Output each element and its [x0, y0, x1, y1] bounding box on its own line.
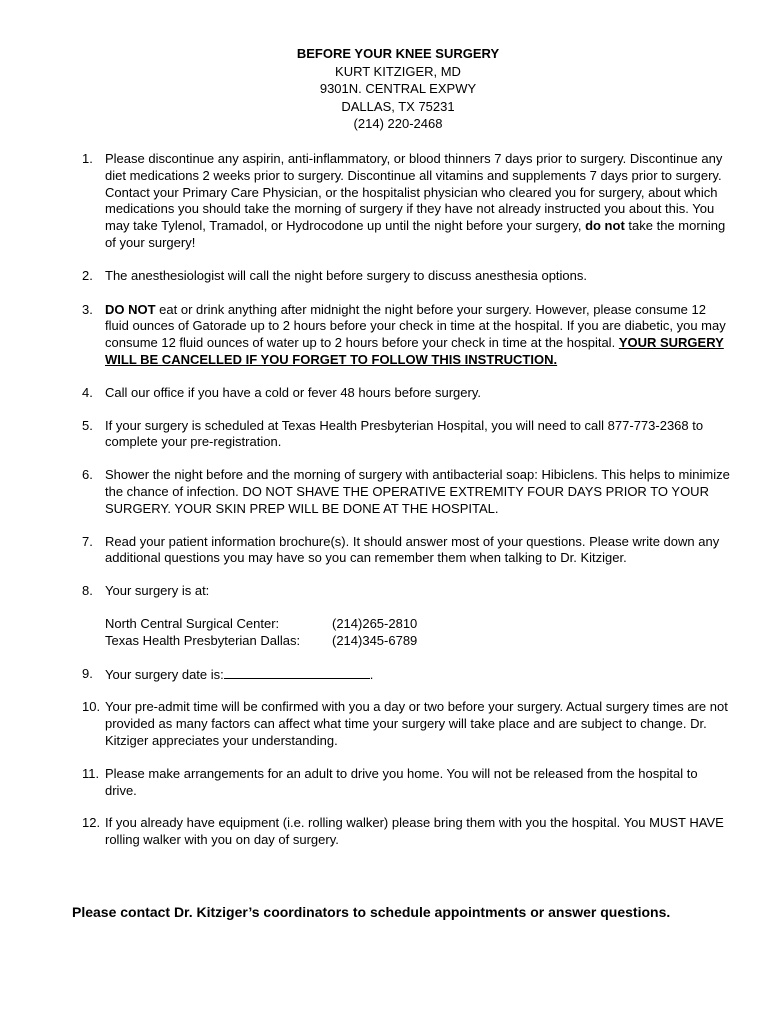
location-phone: (214)265-2810: [332, 615, 418, 631]
location-row: [105, 616, 732, 633]
location-row: [105, 633, 732, 650]
item-emphasis: DO NOT: [105, 301, 156, 317]
item-number: 7.: [82, 533, 93, 549]
item-text: Please discontinue any aspirin, anti-inflammatory, or blood thinners 7 days prior to surgery. Discontinue any diet medications 2 weeks prior to surgery. Discontinue all vitamins and supplements 7 days prior to surgery. Contact your Primary Care Physician, or the hospitalist physician who cleared you for surgery, about which medications you should take the morning of surgery if they have not already instructed you about this. You may take Tylenol, Tramadol, or Hydrocodone up until the night before your surgery,: [105, 151, 723, 234]
cancellation-warning: YOUR SURGERY WILL BE CANCELLED IF YOU FORGET TO FOLLOW THIS INSTRUCTION.: [105, 335, 724, 367]
instruction-item-9: [82, 666, 732, 684]
item-number: 11.: [82, 765, 100, 781]
item-number: 10.: [82, 699, 101, 715]
city-state-zip: DALLAS, TX 75231: [341, 98, 455, 114]
document-title: BEFORE YOUR KNEE SURGERY: [296, 46, 500, 61]
item-text: Shower the night before and the morning of surgery with antibacterial soap: Hibiclens. This helps to minimize the chance of infection. DO NOT SHAVE THE OPERATIVE EXTREMITY FOUR DAYS PRIOR TO YOUR SURGERY. YOUR SKIN PREP WILL BE DONE AT THE HOSPITAL.: [105, 467, 730, 516]
item-text: If your surgery is scheduled at Texas Health Presbyterian Hospital, you will need to call 877-773-2368 to complete your pre-registration.: [105, 417, 704, 450]
instruction-item-1: [82, 151, 732, 252]
doctor-name: KURT KITZIGER, MD: [335, 63, 461, 79]
item-text: Your surgery is at:: [105, 583, 210, 599]
item-text: If you already have equipment (i.e. rolling walker) please bring them with you the hospital. You MUST HAVE rolling walker with you on day of surgery.: [105, 815, 724, 848]
item-text: Please make arrangements for an adult to drive you home. You will not be released from the hospital to drive.: [105, 765, 698, 798]
location-name: North Central Surgical Center:: [105, 615, 280, 631]
location-phone-list: [105, 616, 732, 650]
instruction-item-8: [82, 583, 732, 649]
item-emphasis: do not: [585, 218, 625, 234]
instruction-item-7: [82, 534, 732, 568]
item-number: 5.: [82, 417, 93, 433]
item-number: 4.: [82, 384, 93, 400]
item-text: The anesthesiologist will call the night before surgery to discuss anesthesia options.: [105, 267, 587, 283]
instruction-item-3: [82, 302, 732, 369]
instruction-item-10: [82, 699, 732, 749]
contact-note: Please contact Dr. Kitziger’s coordinators to schedule appointments or answer questions.: [72, 904, 671, 920]
item-number: 1.: [82, 151, 93, 166]
instruction-item-2: [82, 268, 732, 285]
item-number: 9.: [82, 665, 93, 681]
location-name: Texas Health Presbyterian Dallas:: [105, 632, 301, 648]
item-text: Your surgery date is:: [105, 666, 224, 682]
item-text: Your pre-admit time will be confirmed with you a day or two before your surgery. Actual surgery times are not provided as many factors can affect what time your surgery will take place and are subject to change. Dr. Kitziger appreciates your understanding.: [105, 699, 728, 748]
street-address: 9301N. CENTRAL EXPWY: [319, 81, 477, 96]
item-number: 8.: [82, 583, 93, 599]
item-text-end: .: [369, 666, 374, 682]
surgery-date-blank[interactable]: [224, 666, 370, 679]
instruction-item-12: [82, 815, 732, 849]
item-number: 6.: [82, 467, 93, 483]
item-number: 2.: [82, 267, 93, 283]
instruction-item-5: [82, 418, 732, 452]
location-phone: (214)345-6789: [332, 632, 418, 648]
item-text: Call our office if you have a cold or fever 48 hours before surgery.: [105, 384, 481, 400]
instruction-item-11: [82, 766, 732, 800]
item-text: Read your patient information brochure(s). It should answer most of your questions. Please write down any additional questions you may have so you can remember them when talking to Dr. Kitziger.: [105, 533, 720, 566]
office-phone: (214) 220-2468: [353, 116, 443, 131]
item-text-end: take the morning of your surgery!: [105, 218, 726, 250]
document-header: [0, 45, 770, 133]
item-number: 12.: [82, 815, 101, 831]
instruction-item-4: [82, 385, 732, 402]
item-text: eat or drink anything after midnight the night before your surgery. However, please consume 12 fluid ounces of Gatorade up to 2 hours before your check in time at the hospital. If you are diabetic, you may consume 12 fluid ounces of water up to 2 hours before your check in time at the hospital.: [105, 301, 726, 351]
instruction-item-6: [82, 467, 732, 517]
instruction-list: [82, 151, 732, 865]
item-number: 3.: [82, 301, 93, 317]
